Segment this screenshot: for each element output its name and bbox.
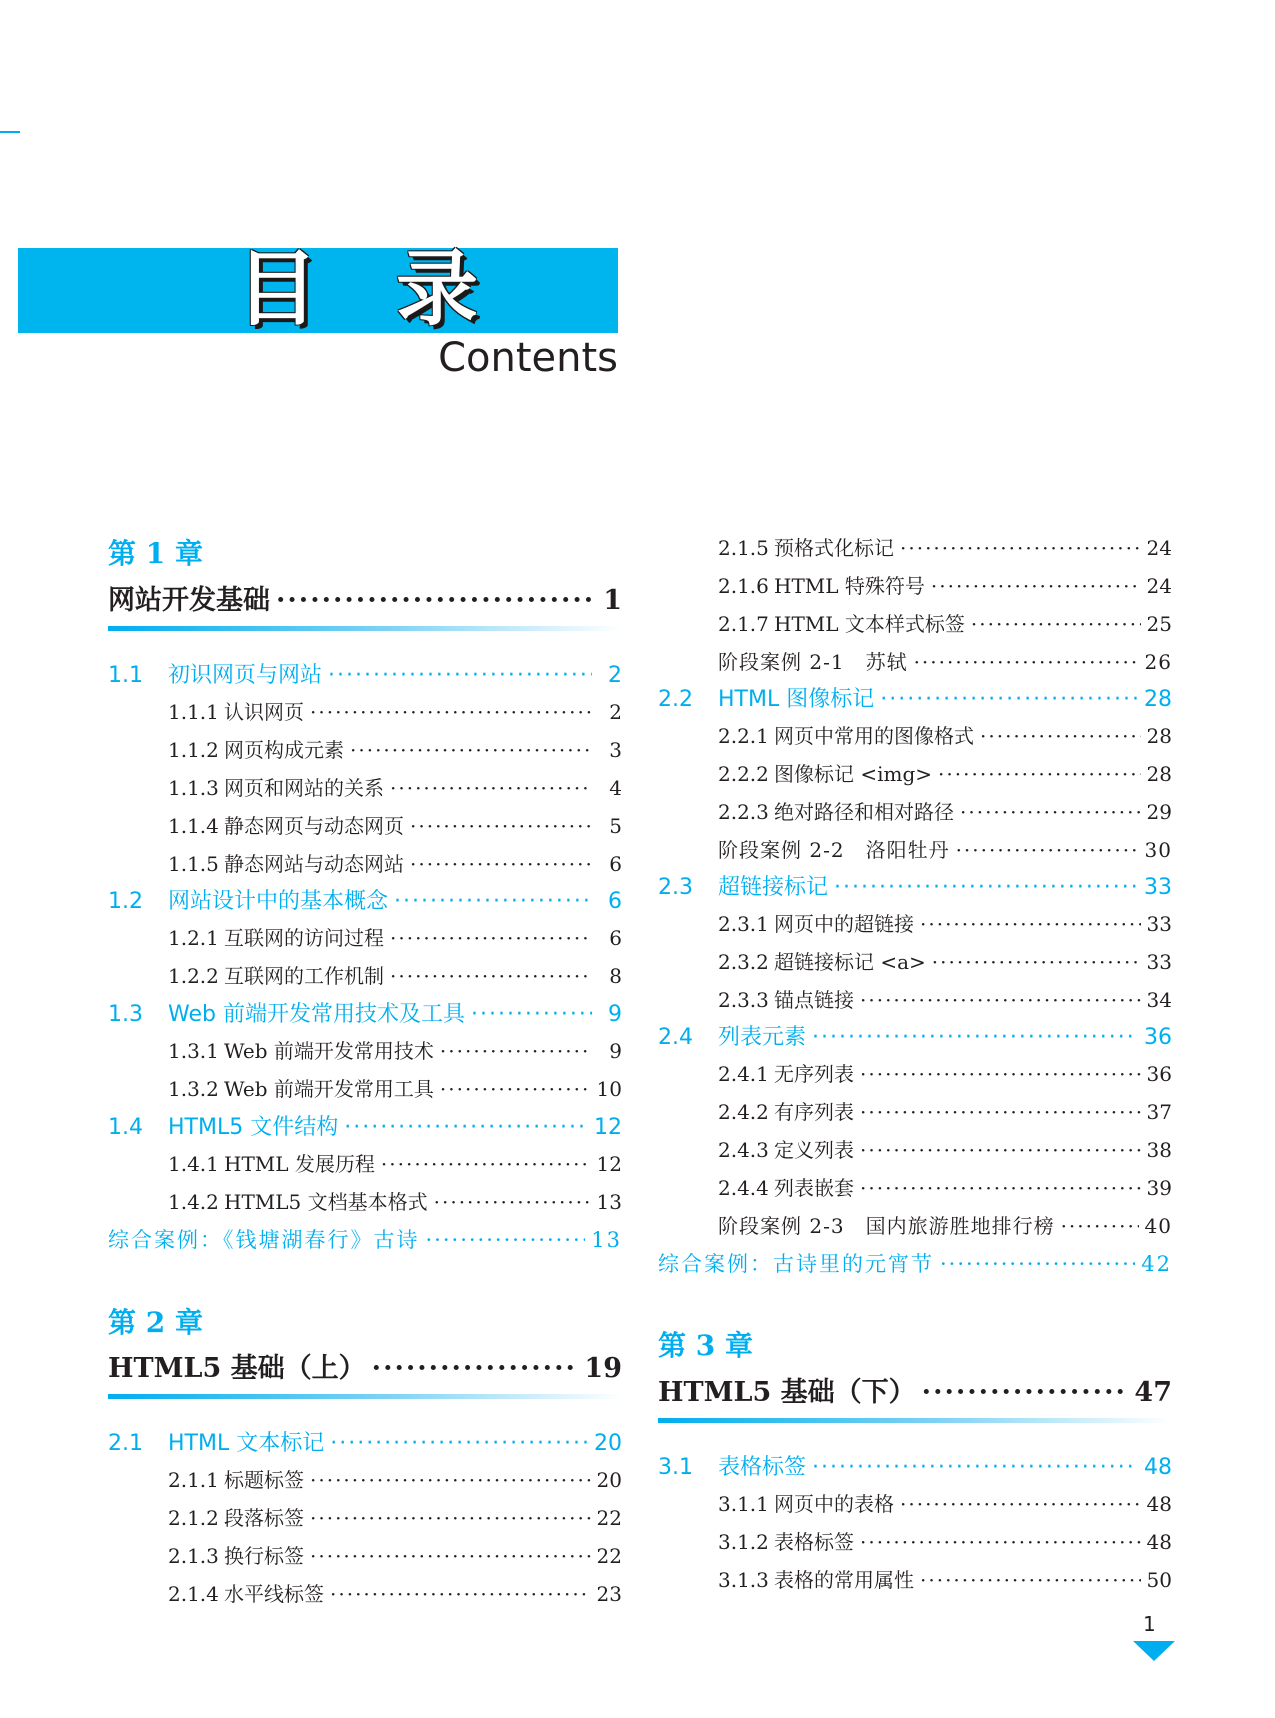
leader-dots — [971, 612, 1141, 636]
section-number: 1.4 — [108, 1115, 143, 1140]
subsection-title: 网页中常用的图像格式 — [774, 724, 974, 748]
page-ref: 39 — [1146, 1176, 1172, 1200]
page-ref: 9 — [608, 1002, 622, 1027]
section-number: 1.2 — [108, 889, 143, 914]
toc-subsection[interactable] — [658, 532, 1172, 561]
leader-dots — [330, 1431, 588, 1456]
leader-dots — [860, 1138, 1141, 1162]
leader-dots — [812, 1025, 1138, 1050]
page-ref: 28 — [1146, 762, 1172, 786]
toc-subsection[interactable] — [658, 1488, 1172, 1517]
section-title: 表格标签 — [718, 1455, 807, 1480]
leader-dots — [914, 650, 1139, 674]
leader-dots — [434, 1190, 591, 1214]
subsection-title: 无序列表 — [774, 1062, 854, 1086]
subsection-number: 2.3.1 — [718, 912, 769, 936]
subsection-title: 互联网的访问过程 — [224, 926, 384, 950]
page-ref: 30 — [1144, 838, 1172, 862]
subsection-title: 列表嵌套 — [774, 1176, 854, 1200]
chapter-number: 第 3 章 — [658, 1329, 753, 1362]
toc-subsection[interactable] — [108, 1073, 622, 1102]
subsection-number: 2.1.7 — [718, 612, 769, 636]
section-title: HTML 图像标记 — [718, 687, 875, 712]
toc-subsection[interactable] — [108, 696, 622, 725]
subsection-number: 2.2.3 — [718, 800, 769, 824]
toc-section[interactable] — [108, 658, 622, 689]
chapter-title[interactable] — [108, 1346, 622, 1385]
leader-dots — [900, 536, 1141, 560]
section-title: 超链接标记 — [718, 875, 829, 900]
section-title: 初识网页与网站 — [168, 663, 323, 688]
section-number: 2.4 — [658, 1025, 693, 1050]
subsection-number: 3.1.1 — [718, 1492, 769, 1516]
leader-dots — [834, 875, 1138, 900]
leader-dots — [956, 838, 1139, 862]
page-ref: 4 — [609, 776, 622, 800]
toc-subsection[interactable] — [108, 922, 622, 951]
chapter-title-text: 网站开发基础 — [108, 585, 270, 616]
subsection-title: 图像标记 <img> — [774, 762, 933, 786]
leader-dots — [940, 1252, 1135, 1276]
chapter-rule — [108, 626, 622, 631]
page-ref: 40 — [1144, 1214, 1172, 1238]
toc-subsection[interactable] — [658, 946, 1172, 975]
page-number: 1 — [1143, 1612, 1156, 1636]
subsection-title: 网页构成元素 — [224, 738, 344, 762]
toc-stage-case[interactable] — [658, 834, 1172, 863]
leader-dots — [860, 1100, 1141, 1124]
subsection-title: 超链接标记 <a> — [774, 950, 926, 974]
subsection-number: 2.2.2 — [718, 762, 769, 786]
page-ref: 22 — [596, 1544, 622, 1568]
leader-dots — [394, 889, 592, 914]
toc-section[interactable] — [108, 1426, 622, 1457]
leader-dots — [276, 585, 592, 616]
chapter-number: 第 1 章 — [108, 537, 203, 570]
case-title: 阶段案例 2-3 国内旅游胜地排行榜 — [718, 1214, 1055, 1238]
leader-dots — [922, 1377, 1129, 1408]
chapter-rule — [658, 1418, 1172, 1423]
subsection-number: 1.2.1 — [168, 926, 219, 950]
toc-subsection[interactable] — [658, 720, 1172, 749]
page-ref: 36 — [1144, 1025, 1172, 1050]
page-ref: 22 — [596, 1506, 622, 1530]
page-ref: 33 — [1144, 875, 1172, 900]
toc-section[interactable] — [658, 1020, 1172, 1051]
leader-dots — [410, 814, 592, 838]
subsection-title: HTML 特殊符号 — [774, 574, 925, 598]
subsection-number: 2.3.3 — [718, 988, 769, 1012]
page-ref: 20 — [596, 1468, 622, 1492]
page-ref: 6 — [608, 889, 622, 914]
page-ref: 36 — [1146, 1062, 1172, 1086]
chapter-number: 第 2 章 — [108, 1306, 203, 1339]
subsection-number: 2.1.4 — [168, 1582, 219, 1606]
subsection-number: 1.3.2 — [168, 1077, 219, 1101]
leader-dots — [860, 1062, 1141, 1086]
subsection-title: 表格标签 — [774, 1530, 854, 1554]
toc-section[interactable] — [108, 884, 622, 915]
page-ref: 20 — [594, 1431, 622, 1456]
subsection-title: 有序列表 — [774, 1100, 854, 1124]
toc-subsection[interactable] — [658, 1058, 1172, 1087]
subsection-number: 2.1.6 — [718, 574, 769, 598]
subsection-number: 2.1.3 — [168, 1544, 219, 1568]
chapter-title[interactable] — [108, 578, 622, 617]
subsection-title: 绝对路径和相对路径 — [774, 800, 954, 824]
leader-dots — [440, 1039, 592, 1063]
subsection-title: HTML5 文档基本格式 — [224, 1190, 428, 1214]
subsection-number: 2.4.4 — [718, 1176, 769, 1200]
section-title: HTML 文本标记 — [168, 1431, 325, 1456]
subsection-title: 网页中的超链接 — [774, 912, 914, 936]
leader-dots — [310, 1506, 591, 1530]
subsection-title: 预格式化标记 — [774, 536, 894, 560]
section-number: 2.3 — [658, 875, 693, 900]
page-ref: 10 — [596, 1077, 622, 1101]
page-ref: 24 — [1146, 574, 1172, 598]
toc-subsection[interactable] — [658, 984, 1172, 1013]
subsection-number: 2.4.1 — [718, 1062, 769, 1086]
leader-dots — [860, 1530, 1141, 1554]
page-ref: 28 — [1146, 724, 1172, 748]
page-ref: 48 — [1146, 1492, 1172, 1516]
page-ref: 8 — [609, 964, 622, 988]
subsection-number: 1.1.5 — [168, 852, 219, 876]
page-ref: 6 — [609, 852, 622, 876]
section-number: 1.1 — [108, 663, 143, 688]
toc-subsection[interactable] — [658, 570, 1172, 599]
page-ref: 25 — [1146, 612, 1172, 636]
subsection-number: 1.4.2 — [168, 1190, 219, 1214]
toc-section[interactable] — [658, 682, 1172, 713]
page-ref: 24 — [1146, 536, 1172, 560]
leader-dots — [426, 1228, 586, 1252]
leader-dots — [390, 776, 592, 800]
leader-dots — [390, 964, 592, 988]
page-ref: 6 — [609, 926, 622, 950]
section-number: 3.1 — [658, 1455, 693, 1480]
leader-dots — [410, 852, 592, 876]
section-title: HTML5 文件结构 — [168, 1115, 339, 1140]
subsection-number: 2.3.2 — [718, 950, 769, 974]
toc-synthesis-case[interactable] — [108, 1224, 622, 1254]
page-ref: 9 — [609, 1039, 622, 1063]
page-ref: 26 — [1144, 650, 1172, 674]
page-ref: 28 — [1144, 687, 1172, 712]
page-subtitle: Contents — [438, 335, 618, 381]
leader-dots — [381, 1152, 591, 1176]
toc-subsection[interactable] — [658, 758, 1172, 787]
leader-dots — [330, 1582, 591, 1606]
subsection-number: 2.1.5 — [718, 536, 769, 560]
leader-dots — [328, 663, 592, 688]
subsection-number: 2.4.2 — [718, 1100, 769, 1124]
page-ref: 3 — [609, 738, 622, 762]
case-title: 阶段案例 2-2 洛阳牡丹 — [718, 838, 950, 862]
toc-subsection[interactable] — [658, 1172, 1172, 1201]
section-title: Web 前端开发常用技术及工具 — [168, 1002, 465, 1027]
subsection-number: 1.3.1 — [168, 1039, 219, 1063]
toc-section[interactable] — [658, 870, 1172, 901]
leader-dots — [1061, 1214, 1139, 1238]
page-ref: 33 — [1146, 950, 1172, 974]
toc-subsection[interactable] — [108, 1035, 622, 1064]
subsection-number: 2.1.1 — [168, 1468, 219, 1492]
page-ref: 13 — [591, 1228, 622, 1252]
leader-dots — [980, 724, 1141, 748]
subsection-number: 1.4.1 — [168, 1152, 219, 1176]
case-title: 综合案例：《钱塘湖春行》古诗 — [108, 1228, 420, 1252]
subsection-title: 网页中的表格 — [774, 1492, 894, 1516]
subsection-title: 水平线标签 — [224, 1582, 324, 1606]
page-ref: 50 — [1146, 1568, 1172, 1592]
chapter-title[interactable] — [658, 1370, 1172, 1409]
section-number: 1.3 — [108, 1002, 143, 1027]
leader-dots — [372, 1353, 579, 1384]
subsection-number: 1.1.3 — [168, 776, 219, 800]
subsection-number: 2.4.3 — [718, 1138, 769, 1162]
toc-subsection[interactable] — [108, 734, 622, 763]
page-ref: 37 — [1146, 1100, 1172, 1124]
leader-dots — [931, 574, 1141, 598]
leader-dots — [900, 1492, 1141, 1516]
section-number: 2.1 — [108, 1431, 143, 1456]
toc-subsection[interactable] — [658, 1526, 1172, 1555]
toc-section[interactable] — [108, 1110, 622, 1141]
subsection-number: 2.1.2 — [168, 1506, 219, 1530]
page-down-triangle-icon — [1133, 1641, 1175, 1661]
subsection-title: 表格的常用属性 — [774, 1568, 914, 1592]
subsection-number: 3.1.3 — [718, 1568, 769, 1592]
subsection-title: Web 前端开发常用工具 — [224, 1077, 434, 1101]
leader-dots — [812, 1455, 1138, 1480]
toc-subsection[interactable] — [108, 1578, 622, 1607]
subsection-title: 静态网页与动态网页 — [224, 814, 404, 838]
subsection-title: 换行标签 — [224, 1544, 304, 1568]
subsection-title: HTML 发展历程 — [224, 1152, 375, 1176]
chapter-title-text: HTML5 基础（下） — [658, 1377, 916, 1408]
toc-subsection[interactable] — [108, 1540, 622, 1569]
leader-dots — [938, 762, 1141, 786]
leader-dots — [471, 1002, 592, 1027]
toc-subsection[interactable] — [108, 1464, 622, 1493]
page-ref: 2 — [609, 700, 622, 724]
subsection-number: 1.1.2 — [168, 738, 219, 762]
corner-mark — [0, 131, 20, 133]
chapter-rule — [108, 1394, 622, 1399]
subsection-number: 3.1.2 — [718, 1530, 769, 1554]
subsection-number: 1.1.4 — [168, 814, 219, 838]
toc-subsection[interactable] — [108, 848, 622, 877]
page-ref: 23 — [596, 1582, 622, 1606]
toc-subsection[interactable] — [658, 608, 1172, 637]
toc-section[interactable] — [658, 1450, 1172, 1481]
page-ref: 12 — [596, 1152, 622, 1176]
subsection-number: 1.1.1 — [168, 700, 219, 724]
toc-stage-case[interactable] — [658, 1210, 1172, 1239]
subsection-number: 2.2.1 — [718, 724, 769, 748]
page-ref: 13 — [596, 1190, 622, 1214]
page-ref: 34 — [1146, 988, 1172, 1012]
page-ref: 29 — [1146, 800, 1172, 824]
page-ref: 5 — [609, 814, 622, 838]
leader-dots — [310, 1544, 591, 1568]
leader-dots — [860, 1176, 1141, 1200]
chapter-title-text: HTML5 基础（上） — [108, 1353, 366, 1384]
page-ref: 47 — [1134, 1377, 1172, 1408]
leader-dots — [960, 800, 1141, 824]
toc-subsection[interactable] — [108, 960, 622, 989]
leader-dots — [920, 1568, 1141, 1592]
toc-subsection[interactable] — [658, 796, 1172, 825]
subsection-title: 段落标签 — [224, 1506, 304, 1530]
page-ref: 1 — [603, 585, 622, 616]
page-ref: 12 — [594, 1115, 622, 1140]
case-title: 阶段案例 2-1 苏轼 — [718, 650, 908, 674]
subsection-title: 静态网站与动态网站 — [224, 852, 404, 876]
page-ref: 33 — [1146, 912, 1172, 936]
page-title: 目录 — [236, 242, 557, 337]
case-title: 综合案例：古诗里的元宵节 — [658, 1252, 934, 1276]
subsection-title: 认识网页 — [224, 700, 304, 724]
subsection-number: 1.2.2 — [168, 964, 219, 988]
leader-dots — [880, 687, 1138, 712]
leader-dots — [390, 926, 592, 950]
toc-stage-case[interactable] — [658, 646, 1172, 675]
page-ref: 42 — [1141, 1252, 1172, 1276]
toc-subsection[interactable] — [108, 1502, 622, 1531]
leader-dots — [440, 1077, 591, 1101]
subsection-title: Web 前端开发常用技术 — [224, 1039, 434, 1063]
subsection-title: 互联网的工作机制 — [224, 964, 384, 988]
leader-dots — [310, 700, 592, 724]
toc-subsection[interactable] — [658, 1096, 1172, 1125]
toc-section[interactable] — [108, 997, 622, 1028]
toc-subsection[interactable] — [108, 772, 622, 801]
leader-dots — [344, 1115, 588, 1140]
section-title: 网站设计中的基本概念 — [168, 889, 389, 914]
page-ref: 48 — [1146, 1530, 1172, 1554]
page-ref: 38 — [1146, 1138, 1172, 1162]
subsection-title: 定义列表 — [774, 1138, 854, 1162]
subsection-title: 网页和网站的关系 — [224, 776, 384, 800]
page-ref: 2 — [608, 663, 622, 688]
subsection-title: 标题标签 — [224, 1468, 304, 1492]
toc-subsection[interactable] — [658, 1134, 1172, 1163]
leader-dots — [860, 988, 1141, 1012]
page-ref: 48 — [1144, 1455, 1172, 1480]
section-title: 列表元素 — [718, 1025, 807, 1050]
leader-dots — [310, 1468, 591, 1492]
toc-subsection[interactable] — [108, 1186, 622, 1215]
subsection-title: HTML 文本样式标签 — [774, 612, 965, 636]
toc-subsection[interactable] — [108, 1148, 622, 1177]
subsection-title: 锚点链接 — [774, 988, 854, 1012]
toc-synthesis-case[interactable] — [658, 1248, 1172, 1278]
leader-dots — [932, 950, 1141, 974]
toc-subsection[interactable] — [108, 810, 622, 839]
leader-dots — [350, 738, 592, 762]
toc-subsection[interactable] — [658, 1564, 1172, 1593]
toc-subsection[interactable] — [658, 908, 1172, 937]
leader-dots — [920, 912, 1141, 936]
section-number: 2.2 — [658, 687, 693, 712]
page-ref: 19 — [584, 1353, 622, 1384]
